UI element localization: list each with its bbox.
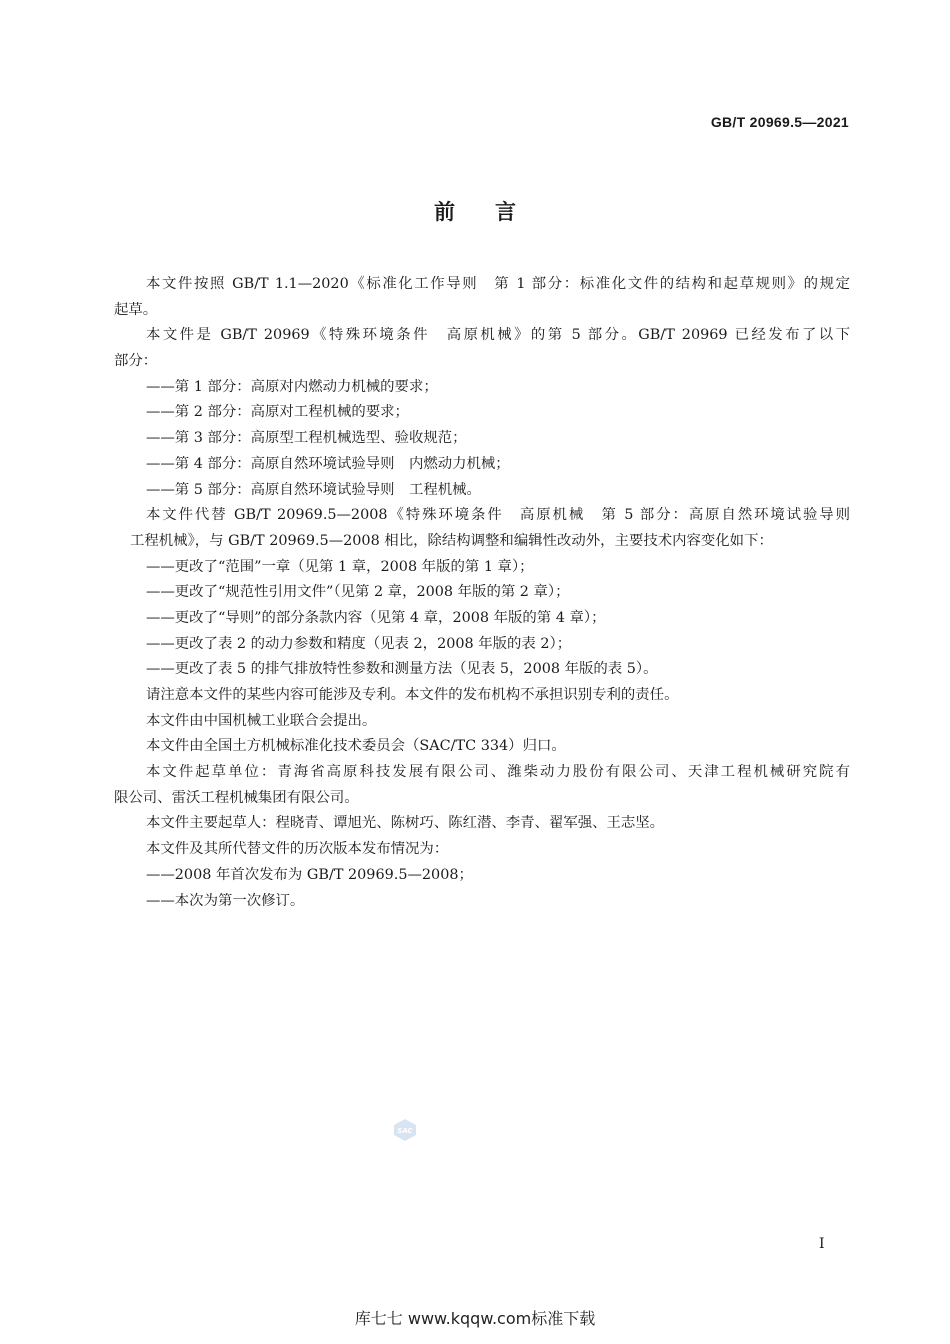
sac-watermark-logo bbox=[392, 1118, 418, 1142]
paragraph-line: 请注意本文件的某些内容可能涉及专利。本文件的发布机构不承担识别专利的责任。 bbox=[146, 687, 679, 703]
list-item: ——更改了“范围”一章（见第 1 章，2008 年版的第 1 章）； bbox=[146, 558, 534, 575]
page-number: I bbox=[819, 1236, 825, 1252]
footer-source: 库七七 www.kqqw.com标准下载 bbox=[354, 1309, 596, 1328]
list-item: ——更改了“规范性引用文件”（见第 2 章，2008 年版的第 2 章）； bbox=[146, 584, 570, 601]
list-item: ——本次为第一次修订。 bbox=[146, 892, 305, 909]
list-item: ——第 2 部分：高原对工程机械的要求； bbox=[146, 404, 409, 421]
standard-code: GB/T 20969.5—2021 bbox=[710, 114, 849, 130]
paragraph-line: 本文件代替 GB/T 20969.5—2008《特殊环境条件 高原机械 第 5 部分：高原自然环境试验导则 bbox=[146, 507, 850, 524]
list-item: ——更改了“导则”的部分条款内容（见第 4 章，2008 年版的第 4 章）； bbox=[146, 609, 606, 626]
list-item: ——第 4 部分：高原自然环境试验导则 内燃动力机械； bbox=[146, 455, 510, 472]
paragraph-line: 本文件由全国土方机械标准化技术委员会（SAC/TC 334）归口。 bbox=[146, 738, 566, 755]
document-body bbox=[114, 272, 850, 914]
paragraph-line: 限公司、雷沃工程机械集团有限公司。 bbox=[114, 789, 359, 806]
list-item: ——第 5 部分：高原自然环境试验导则 工程机械。 bbox=[146, 481, 481, 498]
page-title: 前言 bbox=[434, 200, 556, 224]
list-item: ——更改了表 5 的排气排放特性参数和测量方法（见表 5，2008 年版的表 5）。 bbox=[146, 661, 658, 678]
paragraph-line: 本文件主要起草人：程晓青、谭旭光、陈树巧、陈红潜、李青、翟军强、王志坚。 bbox=[146, 815, 665, 832]
paragraph-line: 部分： bbox=[114, 353, 158, 370]
paragraph-line: 本文件由中国机械工业联合会提出。 bbox=[146, 712, 377, 729]
paragraph-line: 起草。 bbox=[114, 301, 158, 318]
svg-text:SAC: SAC bbox=[397, 1127, 413, 1135]
paragraph-line: 本文件按照 GB/T 1.1—2020《标准化工作导则 第 1 部分：标准化文件的结构和起草规则》的规定 bbox=[146, 276, 850, 292]
list-item: ——第 3 部分：高原型工程机械选型、验收规范； bbox=[146, 430, 467, 447]
paragraph-line: 本文件是 GB/T 20969《特殊环境条件 高原机械》的第 5 部分。GB/T 20969 已经发布了以下 bbox=[146, 327, 850, 344]
list-item: ——更改了表 2 的动力参数和精度（见表 2，2008 年版的表 2）； bbox=[146, 635, 572, 652]
paragraph-line: 本文件及其所代替文件的历次版本发布情况为： bbox=[146, 841, 449, 858]
paragraph-line: 本文件起草单位：青海省高原科技发展有限公司、潍柴动力股份有限公司、天津工程机械研究院有 bbox=[146, 764, 850, 781]
paragraph-line: 工程机械》，与 GB/T 20969.5—2008 相比，除结构调整和编辑性改动外，主要技术内容变化如下： bbox=[130, 532, 773, 549]
list-item: ——2008 年首次发布为 GB/T 20969.5—2008； bbox=[146, 866, 473, 883]
list-item: ——第 1 部分：高原对内燃动力机械的要求； bbox=[146, 378, 438, 395]
